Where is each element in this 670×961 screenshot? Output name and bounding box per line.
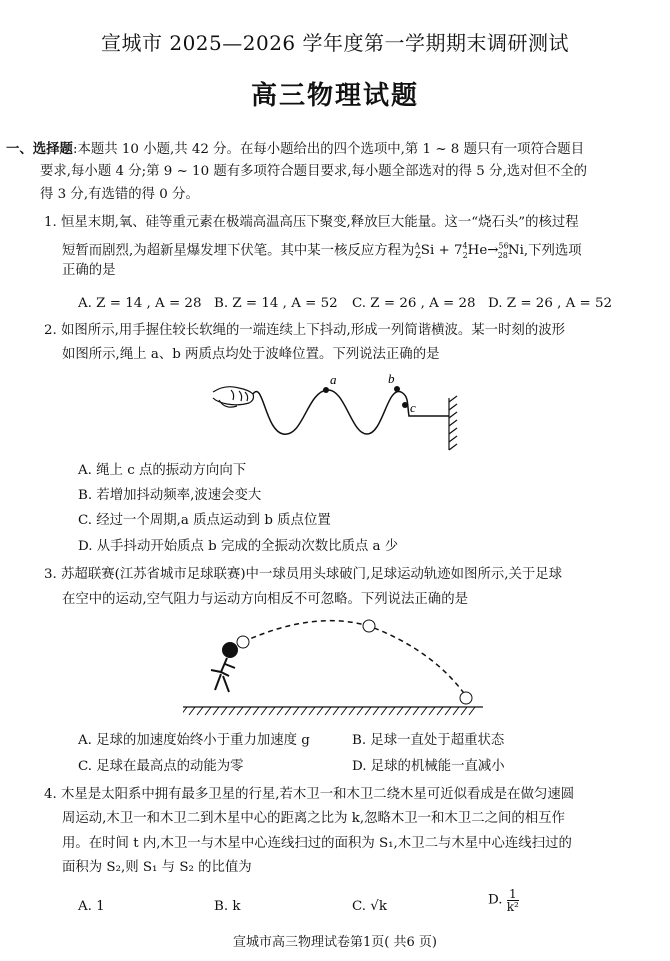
- q3-option-a: A. 足球的加速度始终小于重力加速度 g: [78, 733, 310, 748]
- hatch-mark: [453, 707, 459, 715]
- hatch-mark: [373, 707, 379, 715]
- page-footer: 宣城市高三物理试卷第1页( 共6 页): [233, 935, 437, 950]
- q1-option-b: B. Z = 14 , A = 52: [214, 296, 338, 311]
- hatch-mark: [389, 707, 395, 715]
- hatch-mark: [293, 707, 299, 715]
- q4-option-d: [488, 888, 519, 913]
- q3-option-c: C. 足球在最高点的动能为零: [78, 759, 244, 774]
- hatch-mark: [341, 707, 347, 715]
- q1-option-c: C. Z = 26 , A = 28: [352, 296, 476, 311]
- hatch-mark: [253, 707, 259, 715]
- q2-option-d: D. 从手抖动开始质点 b 完成的全振动次数比质点 a 少: [78, 539, 399, 554]
- football-icon: [237, 620, 472, 704]
- hatch-mark: [197, 707, 203, 715]
- wall: [449, 396, 457, 450]
- section1-intro-line2: 要求,每小题 4 分;第 9 ~ 10 题有多项符合题目要求,每小题全部选对的得 5 分,选对但不全的: [40, 164, 588, 179]
- q1-line3: 正确的是: [62, 263, 116, 278]
- q1-option-d: D. Z = 26 , A = 52: [488, 296, 613, 311]
- hatch-mark: [429, 707, 435, 715]
- q4-option-d-num: 1: [507, 888, 519, 901]
- hatch-mark: [397, 707, 403, 715]
- exam-title: 宣城市 2025—2026 学年度第一学期期末调研测试: [100, 31, 569, 55]
- q4-line2: 周运动,木卫一和木卫二到木星中心的距离之比为 k,忽略木卫一和木卫二之间的相互作: [62, 811, 565, 826]
- q4-option-c-label: C.: [352, 899, 367, 914]
- q1-line2: [62, 238, 582, 265]
- hatch-mark: [461, 707, 467, 715]
- point-c: [402, 402, 408, 408]
- section1-intro-text: :本题共 10 小题,共 42 分。在每小题给出的四个选项中,第 1 ~ 8 题只有一项符合题目: [72, 142, 585, 157]
- section1-intro-line1: [6, 140, 584, 159]
- q2-option-b: B. 若增加抖动频率,波速会变大: [78, 488, 262, 503]
- hatch-mark: [405, 707, 411, 715]
- hatch-mark: [205, 707, 211, 715]
- q4-line1: 4. 木星是太阳系中拥有最多卫星的行星,若木卫一和木卫二绕木星可近似看成是在做匀速圆: [44, 787, 575, 802]
- hatch-mark: [357, 707, 363, 715]
- q3-line1: 3. 苏超联赛(江苏省城市足球联赛)中一球员用头球破门,足球运动轨迹如图所示,关于足球: [44, 567, 563, 582]
- hatch-mark: [285, 707, 291, 715]
- hatch-mark: [333, 707, 339, 715]
- hatch-mark: [269, 707, 275, 715]
- wave-figure: [205, 370, 465, 452]
- q4-line4: 面积为 S₂,则 S₁ 与 S₂ 的比值为: [62, 860, 252, 875]
- hatch-mark: [309, 707, 315, 715]
- point-a: [323, 387, 329, 393]
- hatch-mark: [261, 707, 267, 715]
- q4-option-d-label: D.: [488, 892, 503, 908]
- q4-option-a: A. 1: [78, 899, 105, 914]
- hatch-mark: [325, 707, 331, 715]
- q1-option-a: A. Z = 14 , A = 28: [78, 296, 202, 311]
- hatch-mark: [221, 707, 227, 715]
- q1-line2-tail: ,下列选项: [523, 243, 582, 259]
- hatch-mark: [437, 707, 443, 715]
- q4-option-c-value: √k: [370, 899, 387, 914]
- hatch-mark: [317, 707, 323, 715]
- hatch-mark: [237, 707, 243, 715]
- q3-option-b: B. 足球一直处于超重状态: [352, 733, 505, 748]
- q4-option-c: [352, 898, 387, 916]
- q1-equation: $^A_ZSi + 7^4_2He\to^{56}_{28}Ni$: [414, 242, 524, 261]
- point-b: [394, 386, 400, 392]
- hatch-mark: [189, 707, 195, 715]
- hatch-mark: [277, 707, 283, 715]
- subject-title: 高三物理试题: [250, 81, 419, 111]
- hatch-mark: [365, 707, 371, 715]
- q4-line3: 用。在时间 t 内,木卫一与木星中心连线扫过的面积为 S₁,木卫二与木星中心连线扫过的: [62, 836, 572, 851]
- hatch-mark: [413, 707, 419, 715]
- hatch-mark: [469, 707, 475, 715]
- trajectory: [243, 621, 466, 696]
- hatch-mark: [183, 707, 187, 715]
- q1-line2-text: 短暂而剧烈,为超新星爆发埋下伏笔。其中某一核反应方程为: [62, 243, 415, 259]
- q3-line2: 在空中的运动,空气阻力与运动方向相反不可忽略。下列说法正确的是: [62, 592, 468, 607]
- q2-option-c: C. 经过一个周期,a 质点运动到 b 质点位置: [78, 513, 331, 528]
- wave-curve: [253, 390, 449, 434]
- label-a: a: [330, 372, 337, 387]
- hatch-mark: [381, 707, 387, 715]
- q4-option-b: B. k: [214, 899, 241, 914]
- section1-intro-line3: 得 3 分,有选错的得 0 分。: [40, 187, 199, 202]
- q4-option-d-fraction: [507, 888, 519, 913]
- football-figure: [183, 612, 483, 722]
- hatch-mark: [301, 707, 307, 715]
- q2-option-a: A. 绳上 c 点的振动方向向下: [78, 463, 247, 478]
- hatch-mark: [349, 707, 355, 715]
- player-icon: [211, 643, 237, 692]
- hatch-mark: [229, 707, 235, 715]
- hatch-mark: [421, 707, 427, 715]
- section1-label: 一、选择题: [6, 141, 73, 157]
- q2-line2: 如图所示,绳上 a、b 两质点均处于波峰位置。下列说法正确的是: [62, 347, 440, 362]
- q4-option-d-den: k²: [506, 900, 519, 914]
- label-c: c: [410, 400, 416, 415]
- q1-line1: 1. 恒星末期,氧、硅等重元素在极端高温高压下聚变,释放巨大能量。这一“烧石头”的核过程: [44, 215, 579, 230]
- hatch-mark: [245, 707, 251, 715]
- label-b: b: [388, 371, 395, 386]
- ground-hatch: [183, 707, 475, 715]
- q2-line1: 2. 如图所示,用手握住较长软绳的一端连续上下抖动,形成一列简谐横波。某一时刻的波形: [44, 323, 565, 338]
- hand-icon: [213, 387, 254, 407]
- hatch-mark: [213, 707, 219, 715]
- q3-option-d: D. 足球的机械能一直减小: [352, 759, 505, 774]
- hatch-mark: [445, 707, 451, 715]
